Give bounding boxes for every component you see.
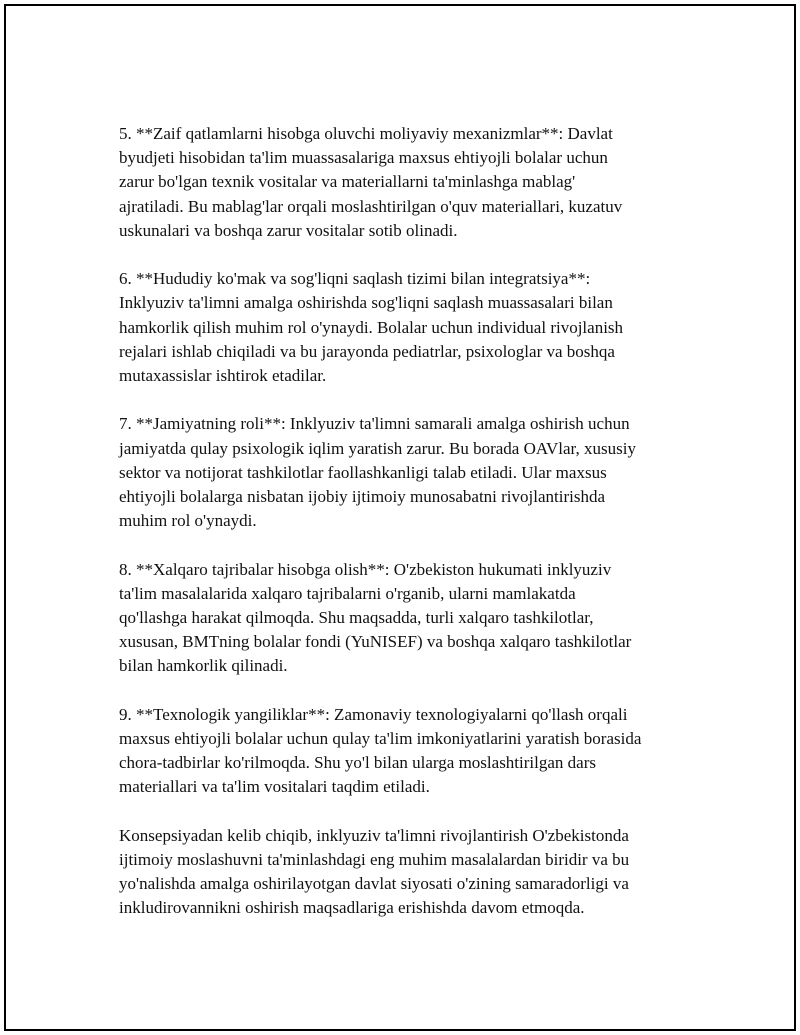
document-body	[119, 122, 699, 921]
paragraph-financial-mechanisms: 5. **Zaif qatlamlarni hisobga oluvchi moliyaviy mexanizmlar**: Davlat byudjeti hisobidan ta'lim muassasalariga maxsus ehtiyojli bolalar uchun zarur bo'lgan texnik vositalar va materiallarni ta'minlashga mablag' ajratiladi. Bu mablag'lar orqali moslashtirilgan o'quv materiallari, kuzatuv uskunalari va boshqa zarur vositalar sotib olinadi.	[119, 124, 623, 240]
page-frame	[4, 4, 796, 1031]
paragraph-technology: 9. **Texnologik yangiliklar**: Zamonaviy texnologiyalarni qo'llash orqali maxsus ehtiyojli bolalar uchun qulay ta'lim imkoniyatlarini yaratish borasida chora-tadbirlar ko'rilmoqda. Shu yo'l bilan ularga moslashtirilgan dars materiallari va ta'lim vositalari taqdim etiladi.	[119, 704, 642, 797]
paragraph-international-experience: 8. **Xalqaro tajribalar hisobga olish**: O'zbekiston hukumati inklyuziv ta'lim masalalarida xalqaro tajribalarni o'rganib, ularni mamlakatda qo'llashga harakat qilmoqda. Shu maqsadda, turli xalqaro tashkilotlar, xususan, BMTning bolalar fondi (YuNISEF) va boshqa xalqaro tashkilotlar bilan hamkorlik qilinadi.	[119, 559, 632, 676]
paragraph-conclusion: Konsepsiyadan kelib chiqib, inklyuziv ta'limni rivojlantirish O'zbekistonda ijtimoiy moslashuvni ta'minlashdagi eng muhim masalalardan biridir va bu yo'nalishda amalga oshirilayotgan davlat siyosati o'zining samaradorligi va inkludirovannikni oshirish maqsadlariga erishishda davom etmoqda.	[119, 825, 630, 918]
paragraph-health-integration: 6. **Hududiy ko'mak va sog'liqni saqlash tizimi bilan integratsiya**: Inklyuziv ta'limni amalga oshirishda sog'liqni saqlash muassasalari bilan hamkorlik qilish muhim rol o'ynaydi. Bolalar uchun individual rivojlanish rejalari ishlab chiqiladi va bu jarayonda pediatrlar, psixologlar va boshqa mutaxassislar ishtirok etadilar.	[119, 269, 624, 386]
paragraph-society-role: 7. **Jamiyatning roli**: Inklyuziv ta'limni samarali amalga oshirish uchun jamiyatda qulay psixologik iqlim yaratish zarur. Bu borada OAVlar, xususiy sektor va notijorat tashkilotlar faollashkanligi talab etiladi. Ular maxsus ehtiyojli bolalarga nisbatan ijobiy ijtimoiy munosabatni rivojlantirishda muhim rol o'ynaydi.	[119, 414, 636, 531]
